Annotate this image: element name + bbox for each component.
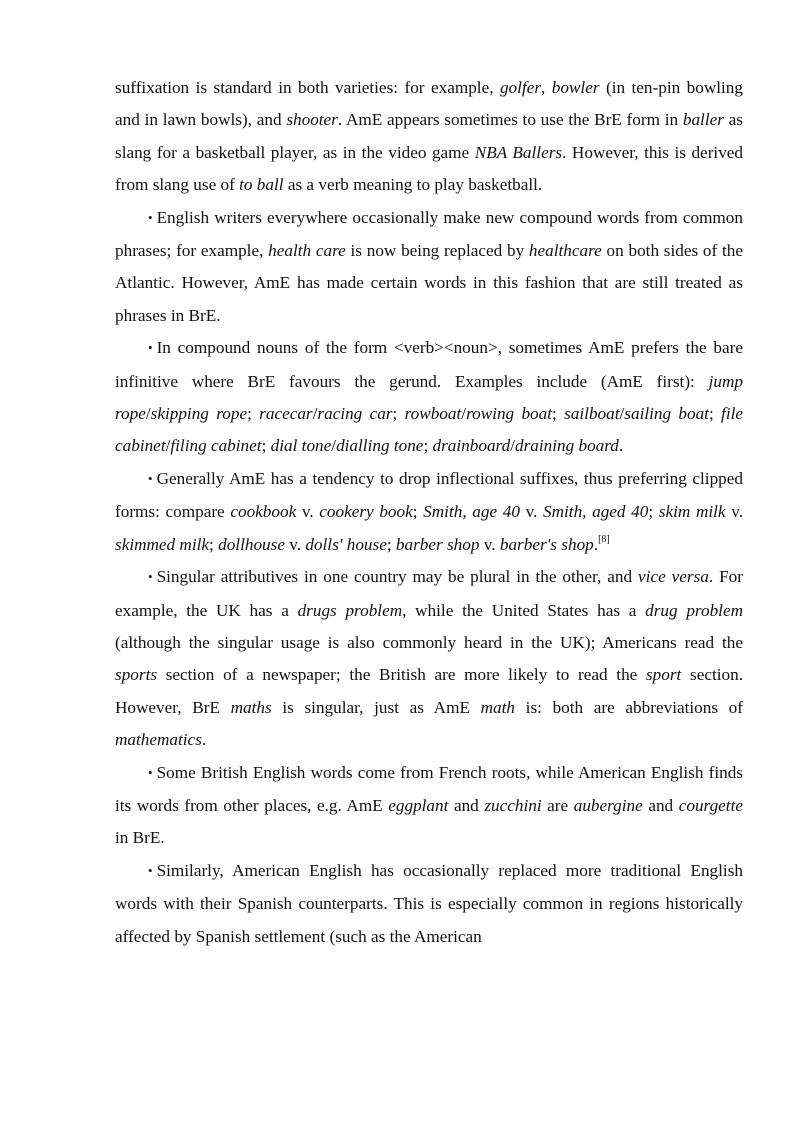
text-run: v.: [284, 534, 306, 554]
italic-term: skimmed milk: [115, 534, 210, 554]
text-run: is: both are abbreviations of: [515, 697, 744, 717]
italic-term: barber shop: [395, 534, 480, 554]
italic-term: filing cabinet: [170, 436, 262, 456]
text-run: ;: [261, 436, 271, 456]
italic-term: skim milk: [658, 502, 726, 522]
italic-term: file cabinet: [115, 404, 744, 456]
italic-term: mathematics: [115, 730, 202, 750]
text-run: ;: [423, 436, 433, 456]
text-run: ;: [648, 502, 659, 522]
italic-term: vice versa: [638, 567, 709, 587]
paragraph: [115, 72, 743, 202]
text-run: ;: [209, 534, 219, 554]
italic-term: sailboat: [564, 404, 620, 424]
italic-term: sports: [115, 665, 158, 685]
text-run: and: [642, 795, 679, 815]
italic-term: zucchini: [484, 795, 542, 815]
bullet-icon: •: [148, 764, 153, 780]
text-run: In compound nouns of the form <verb><noun>, sometimes AmE prefers the bare infinitive where BrE favours the gerund. Examples include (AmE first):: [115, 338, 743, 391]
text-run: . AmE appears sometimes to use the BrE form in: [337, 110, 683, 130]
text-run: , while the United States has a: [402, 600, 646, 620]
text-run: are: [541, 795, 574, 815]
bullet-icon: •: [148, 569, 153, 585]
italic-term: cookbook: [230, 502, 297, 522]
text-run: Similarly, American English has occasionally replaced more traditional English words with their Spanish counterparts. This is especially common in regions historically affected by Spanish settlement (such as the American: [115, 860, 743, 946]
text-run: .: [618, 436, 624, 456]
italic-term: racecar: [259, 404, 313, 424]
text-run: /: [165, 436, 171, 456]
text-run: ;: [552, 404, 565, 424]
text-run: /: [145, 404, 151, 424]
text-run: /: [461, 404, 467, 424]
text-run: /: [312, 404, 318, 424]
text-run: (in ten-pin bowling and in lawn bowls), and: [115, 78, 743, 130]
italic-term: golfer: [499, 78, 542, 97]
italic-term: dial tone: [270, 436, 332, 456]
italic-term: jump rope: [115, 371, 743, 424]
bullet-icon: •: [148, 209, 153, 225]
italic-term: NBA Ballers: [474, 142, 563, 162]
text-run: ;: [708, 404, 722, 424]
text-run: /: [619, 404, 625, 424]
text-run: is singular, just as AmE: [271, 697, 481, 717]
text-run: Generally AmE has a tendency to drop inflectional suffixes, thus preferring clipped forms: compare: [115, 468, 743, 522]
text-run: . For example, the UK has a: [115, 567, 743, 620]
italic-term: skipping rope: [150, 404, 248, 424]
text-run: .: [201, 730, 207, 750]
italic-term: draining board: [514, 436, 619, 456]
italic-term: drainboard: [432, 436, 511, 456]
body-text: [115, 72, 743, 953]
bullet-paragraph: [115, 202, 743, 333]
italic-term: rowboat: [404, 404, 462, 424]
italic-term: racing car: [317, 404, 393, 424]
bullet-paragraph: [115, 855, 743, 953]
text-run: as a verb meaning to play basketball.: [283, 175, 543, 195]
text-run: on both sides of the Atlantic. However, AmE has made certain words in this fashion that are still treated as phrases in BrE.: [115, 241, 743, 325]
bullet-paragraph: [115, 561, 743, 756]
text-run: ,: [541, 78, 552, 97]
italic-term: shooter: [286, 110, 338, 130]
text-run: and: [448, 795, 485, 815]
italic-term: barber's shop: [499, 534, 594, 554]
italic-term: to ball: [239, 175, 284, 195]
citation-reference[interactable]: [8]: [598, 533, 610, 545]
italic-term: dolls' house: [305, 534, 387, 554]
text-run: (although the singular usage is also commonly heard in the UK); Americans read the: [115, 632, 743, 652]
text-run: v.: [479, 534, 500, 554]
italic-term: sailing boat: [624, 404, 709, 424]
italic-term: bowler: [551, 78, 600, 97]
italic-term: health care: [268, 241, 346, 261]
italic-term: Smith, aged 40: [543, 502, 649, 522]
text-run: section of a newspaper; the British are more likely to read the: [157, 665, 646, 685]
italic-term: eggplant: [388, 795, 449, 815]
italic-term: maths: [230, 697, 272, 717]
italic-term: math: [480, 697, 515, 717]
italic-term: Smith, age 40: [423, 502, 520, 522]
text-run: Some British English words come from French roots, while American English finds its words from other places, e.g. AmE: [115, 762, 743, 815]
text-run: ;: [386, 534, 396, 554]
italic-term: drugs problem: [297, 600, 403, 620]
bullet-paragraph: [115, 332, 743, 463]
bullet-icon: •: [148, 862, 153, 878]
text-run: ;: [412, 502, 424, 522]
text-run: . However, this is derived from slang use of: [115, 142, 744, 195]
text-run: /: [510, 436, 515, 456]
italic-term: rowing boat: [466, 404, 553, 424]
italic-term: aubergine: [573, 795, 643, 815]
text-run: section. However, BrE: [115, 665, 743, 717]
bullet-paragraph: [115, 757, 743, 855]
italic-term: courgette: [678, 795, 743, 815]
italic-term: dollhouse: [218, 534, 285, 554]
text-run: /: [331, 436, 337, 456]
bullet-paragraph: [115, 463, 743, 561]
italic-term: drug problem: [645, 600, 743, 620]
text-run: in BrE.: [115, 828, 165, 848]
italic-term: sport: [645, 665, 682, 685]
text-run: v.: [519, 502, 544, 522]
italic-term: healthcare: [528, 241, 602, 261]
bullet-icon: •: [148, 470, 153, 486]
text-run: ;: [247, 404, 260, 424]
italic-term: baller: [682, 110, 724, 130]
text-run: Singular attributives in one country may be plural in the other, and: [156, 567, 639, 587]
text-run: .: [593, 534, 599, 554]
text-run: v.: [296, 502, 320, 522]
text-run: as slang for a basketball player, as in the video game: [115, 110, 743, 162]
italic-term: dialling tone: [336, 436, 424, 456]
text-run: is now being replaced by: [345, 241, 529, 261]
text-run: English writers everywhere occasionally make new compound words from common phrases; for example,: [115, 207, 743, 261]
italic-term: cookery book: [319, 502, 413, 522]
text-run: ;: [392, 404, 405, 424]
bullet-icon: •: [148, 340, 153, 356]
text-run: suffixation is standard in both varieties: for example,: [115, 78, 500, 97]
text-run: v.: [725, 502, 743, 522]
